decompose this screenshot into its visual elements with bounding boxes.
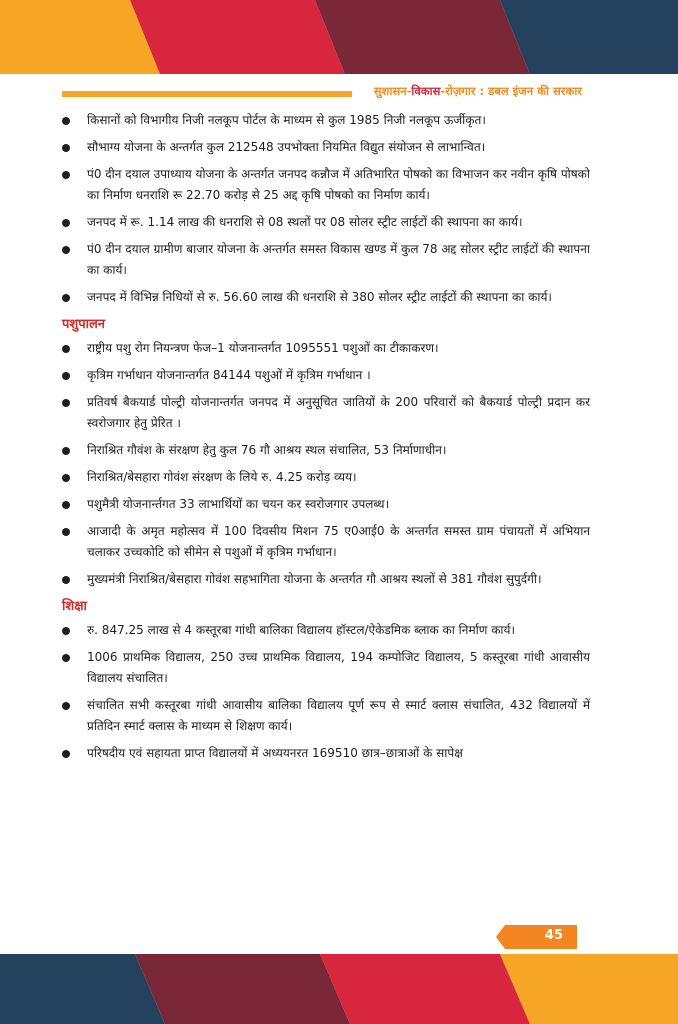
bullet-icon: [62, 750, 70, 758]
header-part-2: विकास: [411, 84, 441, 98]
bullet-icon: [62, 144, 70, 152]
bullet-icon: [62, 528, 70, 536]
bullet-icon: [62, 576, 70, 584]
list-item: प्रतिवर्ष बैकयार्ड पोल्ट्री योजनान्तर्गत जनपद में अनुसूचित जातियों के 200 परिवारों को बैकयार्ड पोल्ट्री प्रदान कर स्वरोजगार हेतु प्रेरित ।: [62, 392, 590, 434]
list-item: जनपद में रू. 1.14 लाख की धनराशि से 08 स्थलों पर 08 सोलर स्ट्रीट लाईटों की स्थापना का कार्य।: [62, 212, 590, 233]
bullet-icon: [62, 117, 70, 125]
bottom-decorative-band: [0, 954, 678, 1024]
list-item: पशुमैत्री योजनार्न्तगत 33 लाभार्थियों का चयन कर स्वरोजगार उपलब्ध।: [62, 494, 590, 515]
bullet-icon: [62, 627, 70, 635]
bullet-icon: [62, 372, 70, 380]
bullet-icon: [62, 702, 70, 710]
page-content: [62, 110, 590, 770]
bullet-icon: [62, 246, 70, 254]
list-item: कृत्रिम गर्भाधान योजनान्तर्गत 84144 पशुओं में कृत्रिम गर्भाधान ।: [62, 365, 590, 386]
top-decorative-band: [0, 0, 678, 74]
header-part-1: सुशासन-: [373, 84, 412, 98]
bullet-icon: [62, 654, 70, 662]
list-item: निराश्रित/बेसहारा गोवंश संरक्षण के लिये रु. 4.25 करोड़ व्यय।: [62, 467, 590, 488]
header-accent-line: [62, 91, 352, 97]
bullet-icon: [62, 474, 70, 482]
section-2-list: [62, 620, 590, 764]
bullet-icon: [62, 399, 70, 407]
bullet-icon: [62, 294, 70, 302]
list-item: 1006 प्राथमिक विद्यालय, 250 उच्च प्राथमिक विद्यालय, 194 कम्पोजिट विद्यालय, 5 कस्तूरबा गांधी आवासीय विद्यालय संचालित।: [62, 647, 590, 689]
list-item: संचालित सभी कस्तूरबा गांधी आवासीय बालिका विद्यालय पूर्ण रूप से स्मार्ट क्लास संचालित, 432 विद्यालयों में प्रतिदिन स्मार्ट क्लास के माध्यम से शिक्षण कार्य।: [62, 695, 590, 737]
section-title-animal-husbandry: पशुपालन: [62, 317, 106, 332]
list-item: किसानों को विभागीय निजी नलकूप पोर्टल के माध्यम से कुल 1985 निजी नलकूप ऊर्जीकृत।: [62, 110, 590, 131]
list-item: पं0 दीन दयाल ग्रामीण बाजार योजना के अन्तर्गत समस्त विकास खण्ड में कुल 78 अद्द सोलर स्ट्रीट लाईटों की स्थापना का कार्य।: [62, 239, 590, 281]
list-item: मुख्यमंत्री निराश्रित/बेसहारा गोवंश सहभागिता योजना के अन्तर्गत गौ आश्रय स्थलों से 381 गौवंश सुपुर्दगी।: [62, 569, 590, 590]
section-0-list: [62, 110, 590, 308]
running-header: [374, 84, 582, 99]
section-title-education: शिक्षा: [62, 599, 87, 614]
header-part-3: -रोज़गार : डबल इंजन की सरकार: [440, 84, 582, 98]
page-number-tab: [505, 925, 577, 949]
section-1-list: [62, 338, 590, 590]
list-item: रु. 847.25 लाख से 4 कस्तूरबा गांधी बालिका विद्यालय हॉस्टल/ऐकेडमिक ब्लाक का निर्माण कार्य।: [62, 620, 590, 641]
bullet-icon: [62, 171, 70, 179]
bullet-icon: [62, 447, 70, 455]
list-item: परिषदीय एवं सहायता प्राप्त विद्यालयों में अध्ययनरत 169510 छात्र–छात्राओं के सापेक्ष: [62, 743, 590, 764]
list-item: निराश्रित गौवंश के संरक्षण हेतु कुल 76 गौ आश्रय स्थल संचालित, 53 निर्माणाधीन।: [62, 440, 590, 461]
list-item: राष्ट्रीय पशु रोग नियन्त्रण फेज–1 योजनान्तर्गत 1095551 पशुओं का टीकाकरण।: [62, 338, 590, 359]
list-item: सौभाग्य योजना के अन्तर्गत कुल 212548 उपभोक्ता नियमित विद्युत संयोजन से लाभान्वित।: [62, 137, 590, 158]
bullet-icon: [62, 501, 70, 509]
list-item: आजादी के अमृत महोत्सव में 100 दिवसीय मिशन 75 ए0आई0 के अन्तर्गत समस्त ग्राम पंचायतों में अभियान चलाकर उच्चकोटि को सीमेन से पशुओं में कृत्रिम गर्भाधान।: [62, 521, 590, 563]
bullet-icon: [62, 345, 70, 353]
list-item: जनपद में विभिन्न निधियों से रु. 56.60 लाख की धनराशि से 380 सोलर स्ट्रीट लाईटों की स्थापना का कार्य।: [62, 287, 590, 308]
list-item: पं0 दीन दयाल उपाध्याय योजना के अन्तर्गत जनपद कन्नौज में अतिभारित पोषको का विभाजन कर नवीन कृषि पोषको का निर्माण धनराशि रू 22.70 करोड़ से 25 अद्द कृषि पोषको का निर्माण कार्य।: [62, 164, 590, 206]
page-number: 45: [544, 928, 563, 943]
bullet-icon: [62, 219, 70, 227]
